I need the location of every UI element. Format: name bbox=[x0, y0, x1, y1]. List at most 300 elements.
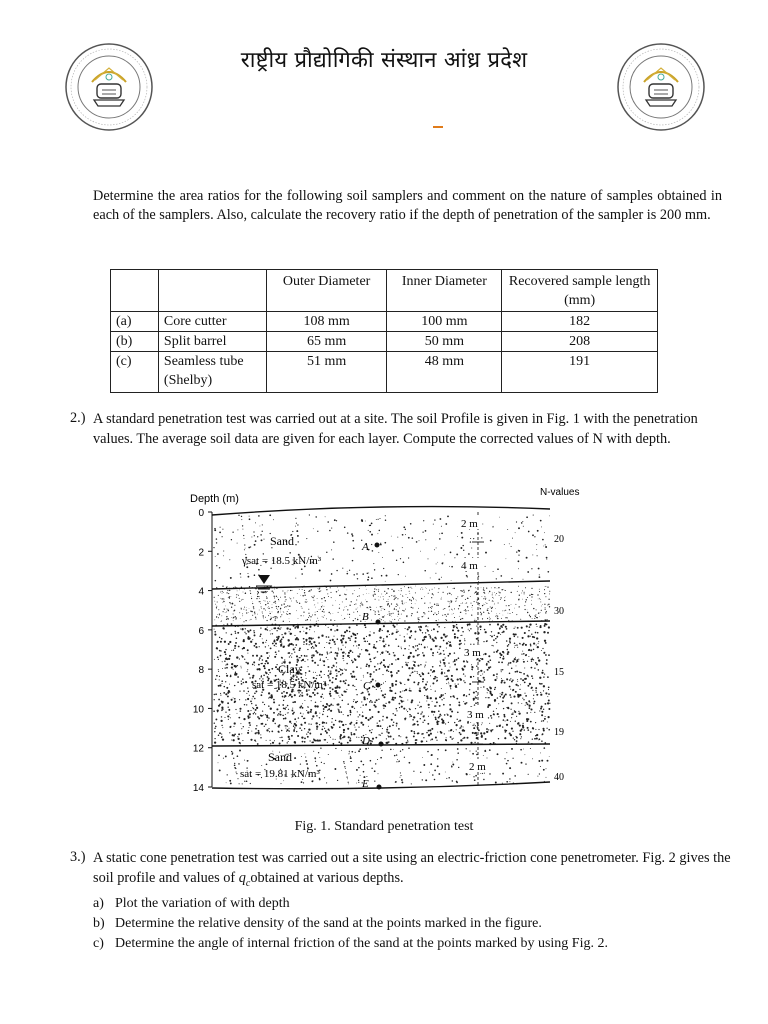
stipple-dot bbox=[348, 783, 349, 784]
stipple-dot bbox=[323, 611, 324, 612]
stipple-dot bbox=[446, 740, 448, 742]
stipple-dot bbox=[489, 723, 490, 724]
stipple-dot bbox=[235, 632, 236, 633]
stipple-dot bbox=[359, 714, 361, 716]
stipple-dot bbox=[351, 751, 353, 753]
stipple-dot bbox=[340, 734, 342, 736]
stipple-dot bbox=[214, 731, 215, 732]
stipple-dot bbox=[412, 597, 413, 598]
stipple-dot bbox=[504, 544, 505, 545]
stipple-dot bbox=[402, 610, 403, 611]
stipple-dot bbox=[412, 671, 414, 673]
stipple-dot bbox=[463, 694, 465, 696]
stipple-dot bbox=[281, 737, 282, 738]
stipple-dot bbox=[237, 543, 238, 544]
stipple-dot bbox=[530, 712, 531, 713]
stipple-dot bbox=[346, 663, 348, 665]
stipple-dot bbox=[536, 549, 537, 550]
stipple-dot bbox=[231, 623, 233, 625]
stipple-dot bbox=[331, 597, 332, 598]
stipple-dot bbox=[227, 695, 229, 697]
stipple-dot bbox=[416, 600, 417, 601]
stipple-dot bbox=[334, 768, 336, 770]
stipple-dot bbox=[543, 546, 544, 547]
stipple-dot bbox=[489, 619, 490, 620]
stipple-dot bbox=[236, 597, 237, 598]
stipple-dot bbox=[339, 671, 340, 672]
stipple-dot bbox=[310, 616, 311, 617]
stipple-dot bbox=[225, 649, 226, 650]
stipple-dot bbox=[391, 622, 392, 623]
stipple-dot bbox=[301, 716, 303, 718]
stipple-dot bbox=[400, 775, 401, 776]
stipple-dot bbox=[404, 640, 406, 642]
stipple-dot bbox=[409, 636, 411, 638]
stipple-dot bbox=[269, 514, 271, 516]
stipple-dot bbox=[247, 698, 249, 700]
stipple-dot bbox=[525, 695, 527, 697]
stipple-dot bbox=[449, 610, 450, 611]
stipple-dot bbox=[457, 742, 459, 744]
stipple-dot bbox=[231, 634, 233, 636]
stipple-dot bbox=[285, 717, 287, 719]
stipple-dot bbox=[241, 608, 242, 609]
stipple-dot bbox=[316, 726, 318, 728]
stipple-dot bbox=[463, 660, 465, 662]
stipple-dot bbox=[226, 675, 228, 677]
stipple-dot bbox=[270, 568, 271, 569]
stipple-dot bbox=[382, 694, 384, 696]
stipple-dot bbox=[337, 692, 339, 694]
stipple-dot bbox=[423, 520, 424, 521]
stipple-dot bbox=[548, 689, 549, 690]
stipple-dot bbox=[353, 548, 355, 550]
stipple-dot bbox=[459, 678, 461, 680]
stipple-dot bbox=[223, 709, 224, 710]
stipple-dot bbox=[507, 651, 509, 653]
stipple-dot bbox=[249, 695, 250, 696]
stipple-dot bbox=[391, 699, 393, 701]
stipple-dot bbox=[439, 705, 441, 707]
stipple-dot bbox=[440, 637, 442, 639]
stipple-dot bbox=[461, 627, 463, 629]
stipple-dot bbox=[523, 653, 525, 655]
stipple-dot bbox=[380, 654, 381, 655]
stipple-dot bbox=[309, 629, 310, 630]
stipple-dot bbox=[311, 700, 312, 701]
stipple-dot bbox=[303, 718, 304, 719]
stipple-dot bbox=[248, 576, 250, 578]
stipple-dot bbox=[323, 664, 325, 666]
stipple-dot bbox=[540, 601, 541, 602]
stipple-dot bbox=[328, 677, 329, 678]
stipple-dot bbox=[352, 671, 354, 673]
point-b bbox=[362, 611, 381, 625]
stipple-dot bbox=[249, 608, 250, 609]
stipple-dot bbox=[443, 633, 445, 635]
stipple-dot bbox=[385, 594, 386, 595]
stipple-dot bbox=[379, 530, 381, 532]
stipple-dot bbox=[295, 626, 297, 628]
stipple-dot bbox=[439, 538, 441, 540]
stipple-dot bbox=[299, 603, 300, 604]
stipple-dot bbox=[320, 671, 322, 673]
stipple-dot bbox=[327, 593, 328, 594]
stipple-dot bbox=[215, 718, 217, 720]
stipple-dot bbox=[548, 699, 550, 701]
stipple-dot bbox=[217, 614, 218, 615]
stipple-dot bbox=[273, 617, 274, 618]
stipple-dot bbox=[275, 601, 276, 602]
stipple-dot bbox=[534, 615, 535, 616]
stipple-dot bbox=[415, 650, 417, 652]
stipple-dot bbox=[473, 776, 474, 777]
stipple-dot bbox=[491, 587, 492, 588]
stipple-dot bbox=[531, 600, 532, 601]
stipple-dot bbox=[289, 619, 290, 620]
stipple-dot bbox=[510, 613, 511, 614]
stipple-dot bbox=[465, 609, 466, 610]
stipple-dot bbox=[248, 547, 250, 549]
stipple-dot bbox=[329, 680, 331, 682]
stipple-dot bbox=[509, 638, 511, 640]
stipple-dot bbox=[295, 644, 297, 646]
stipple-dot bbox=[291, 653, 292, 654]
stipple-dot bbox=[488, 612, 489, 613]
stipple-dot bbox=[380, 725, 382, 727]
stipple-dot bbox=[436, 638, 437, 639]
stipple-dot bbox=[237, 665, 238, 666]
stipple-dot bbox=[500, 597, 501, 598]
stipple-dot bbox=[545, 607, 546, 608]
stipple-dot bbox=[502, 783, 503, 784]
stipple-dot bbox=[317, 740, 319, 742]
stipple-dot bbox=[396, 754, 397, 755]
stipple-dot bbox=[448, 655, 450, 657]
stipple-dot bbox=[426, 695, 428, 697]
stipple-dot bbox=[388, 599, 389, 600]
stipple-dot bbox=[383, 568, 384, 569]
stipple-dot bbox=[335, 669, 337, 671]
stipple-dot bbox=[445, 749, 447, 751]
stipple-dot bbox=[436, 677, 437, 678]
stipple-dot bbox=[273, 519, 274, 520]
stipple-dot bbox=[242, 783, 243, 784]
stipple-dot bbox=[512, 690, 513, 691]
stipple-dot bbox=[388, 601, 389, 602]
stipple-dot bbox=[505, 721, 506, 722]
stipple-dot bbox=[317, 692, 319, 694]
stipple-dot bbox=[428, 704, 430, 706]
stipple-dot bbox=[370, 743, 372, 745]
stipple-dot bbox=[547, 632, 549, 634]
stipple-dot bbox=[418, 643, 419, 644]
stipple-dot bbox=[545, 692, 547, 694]
stipple-dot bbox=[464, 610, 465, 611]
stipple-dot bbox=[299, 657, 300, 658]
stipple-dot bbox=[333, 724, 335, 726]
stipple-dot bbox=[317, 611, 318, 612]
stipple-dot bbox=[470, 742, 472, 744]
stipple-dot bbox=[365, 717, 367, 719]
stipple-dot bbox=[498, 592, 499, 593]
stipple-dot bbox=[414, 661, 416, 663]
stipple-dot bbox=[509, 673, 511, 675]
stipple-dot bbox=[517, 591, 518, 592]
stipple-dot bbox=[362, 573, 364, 575]
stipple-dot bbox=[498, 632, 500, 634]
stipple-dot bbox=[357, 701, 358, 702]
stipple-dot bbox=[239, 708, 241, 710]
stipple-dot bbox=[316, 715, 317, 716]
stipple-dot bbox=[545, 654, 547, 656]
stipple-dot bbox=[265, 672, 267, 674]
stipple-dot bbox=[278, 597, 279, 598]
stipple-dot bbox=[434, 779, 436, 781]
stipple-dot bbox=[310, 592, 311, 593]
stipple-dot bbox=[259, 601, 260, 602]
stipple-dot bbox=[342, 655, 344, 657]
stipple-dot bbox=[466, 748, 467, 749]
stipple-dot bbox=[307, 659, 308, 660]
stipple-dot bbox=[335, 658, 337, 660]
stipple-dot bbox=[443, 609, 444, 610]
stipple-dot bbox=[347, 778, 348, 779]
stipple-dot bbox=[301, 736, 303, 738]
stipple-dot bbox=[231, 617, 232, 618]
stipple-dot bbox=[226, 632, 227, 633]
stipple-dot bbox=[454, 664, 456, 666]
stipple-dot bbox=[230, 782, 232, 784]
stipple-dot bbox=[245, 699, 246, 700]
stipple-dot bbox=[247, 669, 248, 670]
stipple-dot bbox=[343, 680, 345, 682]
stipple-dot bbox=[541, 610, 542, 611]
stipple-dot bbox=[363, 594, 364, 595]
stipple-dot bbox=[384, 542, 386, 544]
stipple-dot bbox=[332, 718, 333, 719]
stipple-dot bbox=[448, 777, 450, 779]
stipple-dot bbox=[479, 603, 480, 604]
stipple-dot bbox=[494, 687, 496, 689]
stipple-dot bbox=[215, 679, 216, 680]
stipple-dot bbox=[472, 753, 474, 755]
stipple-dot bbox=[268, 615, 269, 616]
stipple-dot bbox=[505, 617, 506, 618]
stipple-dot bbox=[394, 755, 395, 756]
stipple-dot bbox=[276, 618, 277, 619]
stipple-dot bbox=[370, 609, 371, 610]
stipple-dot bbox=[384, 666, 386, 668]
stipple-dot bbox=[523, 659, 524, 660]
stipple-dot bbox=[529, 595, 530, 596]
stipple-dot bbox=[396, 710, 397, 711]
stipple-dot bbox=[326, 636, 328, 638]
stipple-dot bbox=[398, 735, 400, 737]
stipple-dot bbox=[289, 628, 291, 630]
stipple-dot bbox=[481, 614, 482, 615]
stipple-dot bbox=[252, 675, 254, 677]
stipple-dot bbox=[222, 591, 223, 592]
stipple-dot bbox=[214, 699, 215, 700]
stipple-dot bbox=[383, 645, 385, 647]
stipple-dot bbox=[339, 726, 341, 728]
stipple-dot bbox=[356, 723, 357, 724]
stipple-dot bbox=[248, 631, 250, 633]
stipple-dot bbox=[275, 616, 276, 617]
stipple-dot bbox=[300, 694, 301, 695]
stipple-dot bbox=[409, 675, 411, 677]
stipple-dot bbox=[269, 731, 270, 732]
stipple-dot bbox=[450, 688, 451, 689]
stipple-dot bbox=[404, 603, 405, 604]
stipple-dot bbox=[282, 704, 284, 706]
stipple-dot bbox=[478, 581, 479, 582]
stipple-dot bbox=[306, 655, 308, 657]
stipple-dot bbox=[418, 732, 420, 734]
stipple-dot bbox=[446, 713, 447, 714]
stipple-dot bbox=[536, 544, 537, 545]
stipple-dot bbox=[518, 554, 519, 555]
stipple-dot bbox=[285, 728, 286, 729]
stipple-dot bbox=[448, 682, 449, 683]
stipple-dot bbox=[425, 530, 427, 532]
stipple-dot bbox=[515, 657, 516, 658]
stipple-dot bbox=[547, 586, 548, 587]
stipple-dot bbox=[269, 601, 270, 602]
stipple-dot bbox=[323, 660, 325, 662]
stipple-dot bbox=[399, 696, 401, 698]
stipple-dot bbox=[495, 595, 496, 596]
stipple-dot bbox=[304, 661, 305, 662]
stipple-dot bbox=[333, 613, 334, 614]
stipple-dot bbox=[349, 723, 351, 725]
stipple-dot bbox=[417, 611, 418, 612]
stipple-dot bbox=[311, 596, 312, 597]
stipple-dot bbox=[401, 614, 402, 615]
stipple-dot bbox=[411, 783, 412, 784]
stipple-dot bbox=[282, 740, 284, 742]
stipple-dot bbox=[425, 625, 427, 627]
stipple-dot bbox=[272, 643, 274, 645]
stipple-dot bbox=[474, 742, 475, 743]
stipple-dot bbox=[328, 596, 329, 597]
stipple-dot bbox=[412, 646, 414, 648]
stipple-dot bbox=[369, 658, 371, 660]
stipple-dot bbox=[450, 736, 452, 738]
stipple-dot bbox=[531, 633, 532, 634]
stipple-dot bbox=[330, 592, 331, 593]
stipple-dot bbox=[541, 740, 543, 742]
stipple-dot bbox=[499, 696, 500, 697]
stipple-dot bbox=[220, 720, 222, 722]
stipple-dot bbox=[322, 726, 323, 727]
stipple-dot bbox=[548, 626, 550, 628]
stipple-dot bbox=[255, 709, 257, 711]
stipple-dot bbox=[226, 619, 227, 620]
stipple-dot bbox=[298, 541, 299, 542]
stipple-dot bbox=[326, 589, 327, 590]
stipple-dot bbox=[259, 598, 260, 599]
stipple-dot bbox=[530, 702, 531, 703]
stipple-dot bbox=[307, 619, 308, 620]
stipple-dot bbox=[276, 596, 277, 597]
stipple-dot bbox=[350, 761, 351, 762]
stipple-dot bbox=[481, 724, 482, 725]
stipple-dot bbox=[264, 704, 265, 705]
stipple-dot bbox=[386, 593, 387, 594]
stipple-dot bbox=[528, 705, 530, 707]
stipple-dot bbox=[438, 710, 440, 712]
stipple-dot bbox=[361, 602, 362, 603]
stipple-dot bbox=[252, 664, 254, 666]
stipple-dot bbox=[214, 631, 216, 633]
stipple-dot bbox=[268, 692, 270, 694]
stipple-dot bbox=[522, 521, 523, 522]
stipple-dot bbox=[474, 632, 476, 634]
stipple-dot bbox=[330, 695, 332, 697]
stipple-dot bbox=[440, 694, 442, 696]
stipple-dot bbox=[475, 702, 477, 704]
stipple-dot bbox=[420, 718, 421, 719]
stipple-dot bbox=[332, 558, 333, 559]
stipple-dot bbox=[368, 748, 369, 749]
stipple-dot bbox=[378, 711, 380, 713]
stipple-dot bbox=[214, 529, 216, 531]
depth-axis-label: Depth (m) bbox=[190, 493, 239, 505]
stipple-dot bbox=[537, 530, 539, 532]
stipple-dot bbox=[272, 605, 273, 606]
stipple-dot bbox=[535, 722, 536, 723]
stipple-dot bbox=[451, 580, 452, 581]
stipple-dot bbox=[304, 700, 305, 701]
stipple-dot bbox=[227, 586, 228, 587]
stipple-dot bbox=[473, 538, 474, 539]
stipple-dot bbox=[415, 708, 416, 709]
stipple-dot bbox=[446, 647, 447, 648]
stipple-dot bbox=[363, 677, 364, 678]
stipple-dot bbox=[431, 728, 433, 730]
stipple-dot bbox=[304, 656, 305, 657]
stipple-dot bbox=[303, 616, 304, 617]
stipple-dot bbox=[226, 611, 227, 612]
stipple-dot bbox=[484, 590, 485, 591]
stipple-dot bbox=[405, 663, 407, 665]
stipple-dot bbox=[289, 613, 290, 614]
stipple-dot bbox=[388, 701, 390, 703]
stipple-dot bbox=[402, 690, 403, 691]
stipple-dot bbox=[428, 611, 429, 612]
stipple-dot bbox=[498, 602, 499, 603]
stipple-dot bbox=[322, 714, 324, 716]
stipple-dot bbox=[308, 707, 309, 708]
stipple-dot bbox=[245, 548, 246, 549]
stipple-dot bbox=[287, 705, 289, 707]
stipple-dot bbox=[499, 613, 500, 614]
stipple-dot bbox=[301, 666, 303, 668]
stipple-dot bbox=[510, 734, 512, 736]
stipple-dot bbox=[333, 541, 335, 543]
stipple-dot bbox=[391, 616, 392, 617]
stipple-dot bbox=[532, 594, 533, 595]
stipple-dot bbox=[494, 603, 495, 604]
stipple-dot bbox=[460, 619, 461, 620]
stipple-dot bbox=[222, 593, 223, 594]
stipple-dot bbox=[449, 645, 451, 647]
stipple-dot bbox=[436, 701, 438, 703]
stipple-dot bbox=[529, 707, 531, 709]
stipple-dot bbox=[499, 627, 501, 629]
